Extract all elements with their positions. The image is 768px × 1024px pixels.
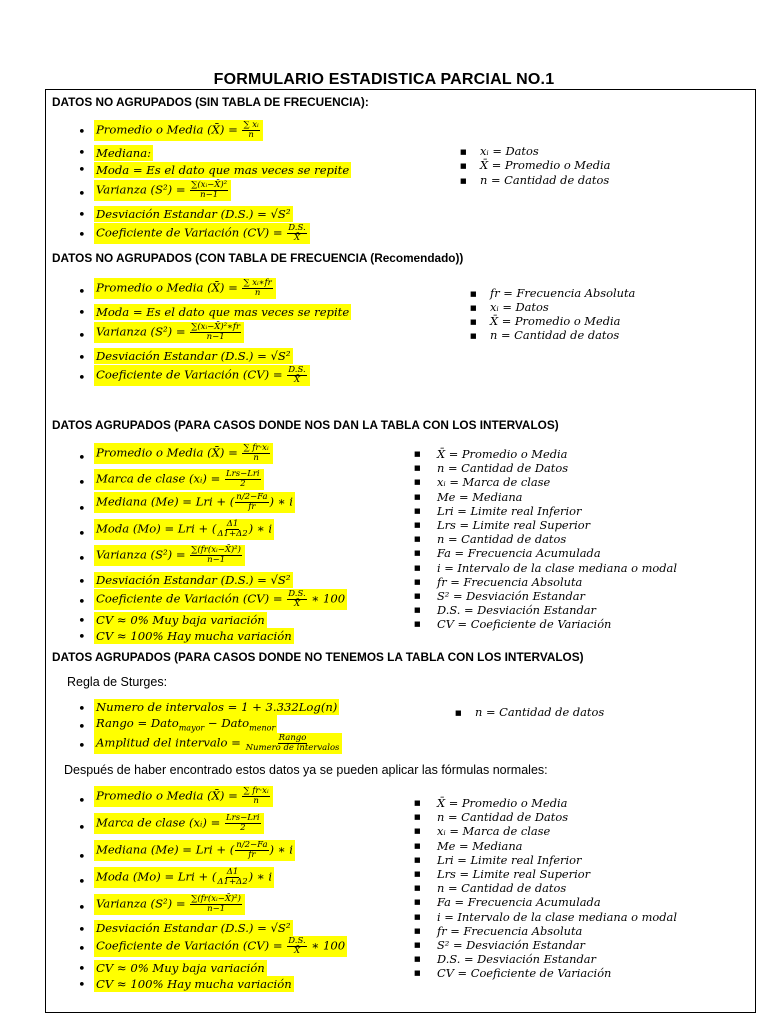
- formula-text: ) ∗ i: [248, 869, 273, 884]
- formula-mean: [94, 278, 276, 299]
- formula-text: − Dato: [204, 716, 250, 730]
- numerator: Rango: [278, 733, 307, 743]
- formula-median: [94, 840, 295, 861]
- denominator: 2: [240, 479, 246, 489]
- legend-item: xᵢ = Marca de clase: [437, 824, 551, 839]
- bullet: ■: [414, 620, 421, 629]
- formula-text: ∗ 100: [307, 938, 346, 953]
- legend-item: xᵢ = Marca de clase: [437, 475, 551, 490]
- bullet: ■: [470, 318, 477, 326]
- legend-item: Me = Mediana: [437, 838, 523, 853]
- bullet: ■: [414, 941, 421, 949]
- bullet: ■: [414, 855, 421, 864]
- numerator: n/2−Fa: [236, 840, 268, 850]
- legend-item: Lrs = Limite real Superior: [437, 518, 591, 532]
- bullet: ■: [414, 813, 421, 822]
- formula-sd: Desviación Estandar (D.S.) = √S²: [96, 573, 291, 587]
- fraction: [190, 181, 228, 200]
- bullet: ■: [414, 926, 421, 935]
- bullet: •: [78, 850, 86, 865]
- bullet: •: [78, 923, 86, 938]
- denominator: X̄: [293, 599, 300, 609]
- fraction: [242, 787, 269, 806]
- bullet: ■: [414, 478, 421, 487]
- formula-text: Varianza (S²) =: [96, 182, 190, 197]
- bullet: ■: [414, 464, 421, 473]
- legend-item: D.S. = Desviación Estandar: [437, 603, 596, 618]
- bullet: •: [78, 942, 86, 957]
- denominator: 2: [240, 823, 246, 833]
- bullet: ■: [470, 304, 477, 312]
- fraction: [287, 366, 306, 385]
- bullet: •: [78, 163, 86, 178]
- formula-cv: [94, 223, 310, 244]
- denominator: n: [254, 288, 261, 298]
- numerator: ∑ xᵢ: [243, 120, 259, 130]
- formula-class-mark: [94, 469, 264, 490]
- legend-item: fr = Frecuencia Absoluta: [437, 574, 583, 589]
- legend-item: X̄ = Promedio o Media: [437, 447, 568, 461]
- fraction: [242, 121, 259, 140]
- bullet: ■: [414, 492, 421, 501]
- bullet: ■: [460, 162, 467, 170]
- legend-item: Fa = Frecuencia Acumulada: [437, 895, 601, 910]
- fraction: [225, 470, 261, 489]
- bullet: ■: [414, 521, 421, 529]
- bullet: •: [78, 371, 86, 386]
- legend-item: fr = Frecuencia Absoluta: [437, 923, 583, 938]
- section-heading: DATOS NO AGRUPADOS (SIN TABLA DE FRECUENCIA):: [52, 95, 369, 109]
- legend-item: xᵢ = Datos: [490, 300, 549, 314]
- formula-variance: [94, 545, 245, 566]
- numerator: Lrs−Lri: [226, 813, 260, 823]
- bullet: •: [78, 527, 86, 542]
- fraction: [235, 841, 268, 860]
- denominator: Δ1+Δ2: [217, 877, 248, 887]
- bullet: •: [78, 875, 86, 890]
- numerator: ∑(fr(xᵢ−X̄)²): [191, 545, 241, 555]
- formula-text: Marca de clase (xᵢ) =: [96, 815, 224, 830]
- formula-text: Coeficiente de Variación (CV) =: [96, 225, 287, 240]
- denominator: n−1: [207, 904, 226, 914]
- fraction: [242, 444, 269, 463]
- denominator: n−1: [206, 332, 225, 342]
- bullet: •: [78, 739, 86, 754]
- formula-variance: [94, 322, 244, 343]
- section-heading: DATOS AGRUPADOS (PARA CASOS DONDE NO TENEMOS LA TABLA CON LOS INTERVALOS): [52, 650, 584, 664]
- bullet: ■: [414, 955, 421, 964]
- bullet: ■: [414, 450, 421, 458]
- formula-text: Amplitud del intervalo =: [96, 735, 245, 750]
- legend-item: X̄ = Promedio o Media: [480, 158, 611, 172]
- fraction: [225, 814, 261, 833]
- formula-mode: Moda = Es el dato que mas veces se repite: [96, 163, 350, 177]
- bullet: •: [78, 901, 86, 916]
- bullet: ■: [414, 535, 421, 544]
- subscript: mayor: [178, 723, 205, 733]
- fraction: [190, 323, 241, 342]
- bullet: •: [78, 451, 86, 466]
- legend-item: n = Cantidad de datos: [437, 881, 567, 896]
- fraction: [235, 493, 268, 512]
- denominator: X̄: [293, 375, 300, 385]
- bullet: •: [78, 187, 86, 202]
- formula-text: Coeficiente de Variación (CV) =: [96, 367, 287, 382]
- bullet: ■: [414, 563, 421, 572]
- legend-item: X̄ = Promedio o Media: [490, 314, 621, 328]
- bullet: ■: [414, 841, 421, 850]
- formula-text: Varianza (S²) =: [96, 547, 190, 562]
- formula-mode: [94, 519, 274, 540]
- legend-item: xᵢ = Datos: [480, 144, 539, 158]
- numerator: Δ1: [226, 867, 239, 877]
- numerator: D.S.: [288, 223, 306, 233]
- formula-text: ) ∗ i: [269, 494, 294, 509]
- bullet: ■: [414, 827, 421, 836]
- formula-num-intervals: Numero de intervalos = 1 + 3.332Log(n): [96, 700, 338, 714]
- bullet: ■: [414, 870, 421, 878]
- denominator: n: [248, 130, 254, 140]
- formula-text: Promedio o Media (X̄) =: [96, 122, 242, 137]
- legend-item: n = Cantidad de Datos: [437, 461, 569, 476]
- legend-item: i = Intervalo de la clase mediana o modal: [437, 560, 677, 575]
- legend-item: CV = Coeficiente de Variación: [437, 966, 612, 981]
- formula-cv: [94, 589, 347, 610]
- section-heading: DATOS NO AGRUPADOS (CON TABLA DE FRECUENCIA (Recomendado)): [52, 251, 464, 265]
- fraction: [190, 895, 242, 914]
- bullet: •: [78, 962, 86, 977]
- legend-item: Lri = Limite real Inferior: [437, 852, 582, 867]
- bullet: •: [78, 630, 86, 645]
- bullet: ■: [414, 912, 421, 921]
- fraction: [287, 937, 306, 956]
- bullet: •: [78, 575, 86, 590]
- denominator: n: [253, 453, 259, 463]
- formula-text: Promedio o Media (X̄) =: [96, 788, 242, 803]
- formula-mean: [94, 786, 273, 807]
- legend-item: D.S. = Desviación Estandar: [437, 952, 596, 967]
- formula-text: Coeficiente de Variación (CV) =: [96, 938, 287, 953]
- denominator: X̄: [293, 946, 300, 956]
- formula-mean: [94, 443, 273, 464]
- bullet: •: [78, 794, 86, 809]
- bullet: ■: [470, 332, 477, 340]
- formula-median: [94, 492, 295, 513]
- fraction: [217, 520, 247, 539]
- formula-text: Varianza (S²) =: [96, 896, 190, 911]
- numerator: D.S.: [288, 365, 306, 375]
- formula-cv-high: CV ≈ 100% Hay mucha variación: [96, 977, 292, 991]
- bullet: ■: [414, 969, 421, 978]
- numerator: ∑(xᵢ−X̄)²: [191, 180, 228, 190]
- bullet: •: [78, 821, 86, 836]
- bullet: ■: [414, 606, 421, 615]
- formula-cv-high: CV ≈ 100% Hay mucha variación: [96, 629, 292, 643]
- bullet: •: [78, 329, 86, 344]
- formula-sd: Desviación Estandar (D.S.) = √S²: [96, 349, 291, 363]
- formula-sd: Desviación Estandar (D.S.) = √S²: [96, 921, 291, 935]
- formula-text: Promedio o Media (X̄) =: [96, 280, 242, 295]
- legend-item: n = Cantidad de datos: [490, 328, 620, 342]
- bullet: ■: [455, 709, 462, 717]
- denominator: X̄: [293, 233, 300, 243]
- formula-text: Promedio o Media (X̄) =: [96, 445, 242, 460]
- legend-item: Fa = Frecuencia Acumulada: [437, 546, 601, 561]
- bullet: ■: [414, 799, 421, 807]
- bullet: •: [78, 228, 86, 243]
- formula-variance: [94, 894, 245, 915]
- bullet: ■: [414, 549, 421, 558]
- legend-item: S² = Desviación Estandar: [437, 938, 585, 952]
- legend-item: CV = Coeficiente de Variación: [437, 617, 612, 632]
- denominator: Numero de intervalos: [245, 743, 340, 753]
- denominator: fr: [248, 850, 256, 860]
- formula-mode: Moda = Es el dato que mas veces se repite: [96, 305, 350, 319]
- instruction-text: Después de haber encontrado estos datos ya se pueden aplicar las fórmulas normales:: [64, 763, 548, 777]
- legend-item: n = Cantidad de datos: [475, 705, 605, 719]
- formula-class-mark: [94, 813, 264, 834]
- legend-item: n = Cantidad de datos: [437, 532, 567, 547]
- bullet: ■: [414, 592, 421, 600]
- bullet: •: [78, 720, 86, 735]
- formula-text: Moda (Mo) = Lri + (: [96, 869, 217, 884]
- denominator: fr: [248, 502, 256, 512]
- formula-text: Mediana (Me) = Lri + (: [96, 494, 235, 509]
- numerator: n/2−Fa: [236, 492, 268, 502]
- bullet: •: [78, 476, 86, 491]
- bullet: ■: [414, 506, 421, 515]
- numerator: ∑ fr·xᵢ: [243, 786, 269, 796]
- legend-item: n = Cantidad de datos: [480, 173, 610, 187]
- formula-cv-low: CV ≈ 0% Muy baja variación: [96, 961, 265, 975]
- bullet: •: [78, 351, 86, 366]
- numerator: ∑ fr·xᵢ: [243, 443, 269, 453]
- numerator: ∑ xᵢ∗fr: [243, 278, 272, 288]
- denominator: n−1: [200, 190, 219, 200]
- formula-cv-low: CV ≈ 0% Muy baja variación: [96, 613, 265, 627]
- fraction: [287, 590, 306, 609]
- legend-item: i = Intervalo de la clase mediana o modal: [437, 909, 677, 924]
- formula-mode: [94, 867, 274, 888]
- formula-sd: Desviación Estandar (D.S.) = √S²: [96, 207, 291, 221]
- fraction: [287, 224, 306, 243]
- numerator: D.S.: [288, 589, 306, 599]
- formula-text: Coeficiente de Variación (CV) =: [96, 591, 287, 606]
- formula-median: Mediana:: [96, 146, 152, 160]
- formula-mean: [94, 120, 263, 141]
- numerator: ∑(fr(xᵢ−X̄)²): [191, 894, 241, 904]
- numerator: ∑(xᵢ−X̄)²∗fr: [191, 322, 241, 332]
- formula-interval-width: [94, 733, 342, 754]
- bullet: •: [78, 702, 86, 717]
- fraction: [242, 279, 272, 298]
- formula-text: Varianza (S²) =: [96, 324, 190, 339]
- bullet: ■: [414, 577, 421, 586]
- formula-cv: [94, 936, 347, 957]
- legend-item: n = Cantidad de Datos: [437, 810, 569, 825]
- formula-text: Rango = Dato: [96, 716, 179, 730]
- bullet: ■: [460, 148, 467, 156]
- fraction: [190, 546, 242, 565]
- bullet: ■: [460, 177, 467, 185]
- numerator: Δ1: [226, 519, 239, 529]
- denominator: n: [253, 796, 259, 806]
- bullet: •: [78, 595, 86, 610]
- formula-text: Marca de clase (xᵢ) =: [96, 471, 224, 486]
- legend-item: X̄ = Promedio o Media: [437, 796, 568, 810]
- sturges-label: Regla de Sturges:: [67, 675, 168, 689]
- formula-text: ∗ 100: [307, 591, 346, 606]
- numerator: D.S.: [288, 936, 306, 946]
- bullet: •: [78, 285, 86, 300]
- legend-item: Lri = Limite real Inferior: [437, 503, 582, 518]
- bullet: ■: [414, 898, 421, 907]
- formula-text: ) ∗ i: [248, 521, 273, 536]
- bullet: •: [78, 552, 86, 567]
- bullet: •: [78, 306, 86, 321]
- legend-item: Lrs = Limite real Superior: [437, 867, 591, 881]
- subscript: menor: [249, 723, 276, 733]
- formula-variance: [94, 180, 231, 201]
- legend-item: Me = Mediana: [437, 489, 523, 504]
- denominator: Δ1+Δ2: [217, 529, 248, 539]
- page-title: FORMULARIO ESTADISTICA PARCIAL NO.1: [213, 71, 555, 88]
- section-heading: DATOS AGRUPADOS (PARA CASOS DONDE NOS DAN LA TABLA CON LOS INTERVALOS): [52, 418, 559, 432]
- formula-cv: [94, 365, 310, 386]
- legend-item: S² = Desviación Estandar: [437, 589, 585, 603]
- formula-text: Mediana (Me) = Lri + (: [96, 842, 235, 857]
- fraction: [246, 734, 340, 753]
- denominator: n−1: [207, 555, 226, 565]
- numerator: Lrs−Lri: [226, 469, 260, 479]
- legend-item: fr = Frecuencia Absoluta: [490, 286, 636, 300]
- bullet: •: [78, 502, 86, 517]
- fraction: [217, 868, 247, 887]
- bullet: •: [78, 146, 86, 161]
- formula-text: Moda (Mo) = Lri + (: [96, 521, 217, 536]
- formula-text: ) ∗ i: [269, 842, 294, 857]
- bullet: •: [78, 208, 86, 223]
- bullet: •: [78, 125, 86, 140]
- bullet: ■: [470, 290, 477, 298]
- bullet: •: [78, 614, 86, 629]
- bullet: •: [78, 978, 86, 993]
- bullet: ■: [414, 884, 421, 893]
